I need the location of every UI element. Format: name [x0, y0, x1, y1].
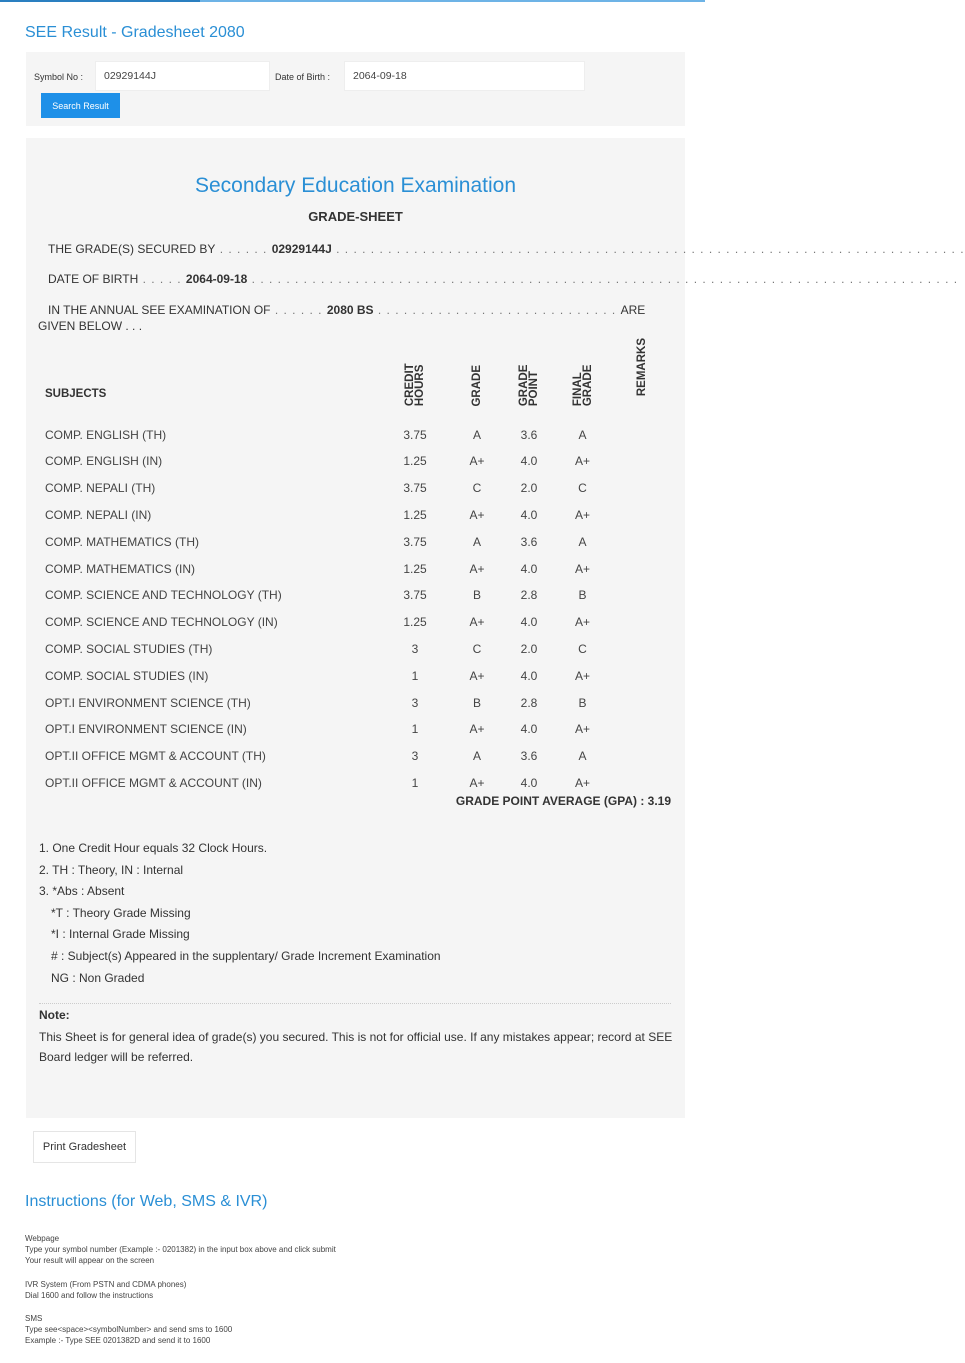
cell-grade-point: 3.6 [520, 534, 538, 549]
cell-final-grade: C [578, 481, 587, 496]
cell-grade-point: 2.8 [520, 588, 538, 603]
cell-grade-point: 4.0 [520, 775, 538, 790]
instructions-heading: Instructions (for Web, SMS & IVR) [25, 1193, 268, 1210]
cell-remarks [610, 475, 674, 502]
cell-credit-hours: 3 [411, 641, 419, 656]
cell-subject: COMP. NEPALI (TH) [45, 481, 156, 496]
col-final-grade-label: FINAL GRADE [571, 364, 594, 407]
below-label: BELOW . . . [78, 319, 143, 333]
cell-grade-point: 2.0 [520, 481, 538, 496]
cell-grade-point: 4.0 [520, 507, 538, 522]
cell-remarks [610, 448, 674, 475]
cell-grade: A+ [469, 775, 485, 790]
cell-subject: COMP. NEPALI (IN) [45, 507, 152, 522]
cell-final-grade: B [578, 695, 587, 710]
instructions-ivr [25, 1279, 186, 1301]
cell-grade: A+ [469, 615, 485, 630]
note-item: *T : Theory Grade Missing [51, 905, 191, 920]
table-row [34, 770, 674, 797]
cell-remarks [610, 421, 674, 448]
instr-line: IVR System (From PSTN and CDMA phones) [25, 1280, 187, 1289]
cell-grade: B [472, 588, 481, 603]
note-heading: Note: [39, 1008, 70, 1022]
cell-remarks [610, 582, 674, 609]
grades-table [34, 338, 674, 796]
cell-grade-point: 4.0 [520, 454, 538, 469]
cell-subject: COMP. MATHEMATICS (TH) [45, 534, 199, 549]
cell-final-grade: A+ [574, 775, 590, 790]
dob-input[interactable]: 2064-09-18 [344, 61, 585, 91]
symbol-label: Symbol No : [34, 72, 84, 82]
dob-line: DATE OF BIRTH . . . . . 2064-09-18 . . . . . . . . . . . . . . . . . . . . . . . . . . . . . . . . . . . . . . . . . . . . . . . . . . . . . . . . . . . . . . . . . . . . . . . . . . . . . . . . . . [48, 272, 959, 286]
exam-line: IN THE ANNUAL SEE EXAMINATION OF . . . . . . 2080 BS . . . . . . . . . . . . . . . . . . . . . . . . . . . . ARE GIVEN BELOW . . . [38, 303, 646, 333]
table-row [34, 609, 674, 636]
cell-remarks [610, 770, 674, 797]
cell-remarks [610, 662, 674, 689]
cell-subject: COMP. ENGLISH (TH) [45, 427, 167, 442]
cell-remarks [610, 528, 674, 555]
note-item: *I : Internal Grade Missing [51, 927, 190, 942]
cell-grade: C [472, 641, 482, 656]
dob-label: Date of Birth : [275, 72, 331, 82]
cell-final-grade: A [578, 749, 587, 764]
instr-line: Dial 1600 and follow the instructions [25, 1291, 154, 1300]
cell-final-grade: A+ [574, 561, 590, 576]
col-credit-hours-label: CREDIT HOURS [404, 363, 426, 407]
cell-grade: A+ [469, 454, 485, 469]
exam-value: 2080 BS [326, 303, 374, 317]
table-row [34, 448, 674, 475]
cell-final-grade: B [578, 588, 587, 603]
table-row [34, 662, 674, 689]
cell-grade: A [472, 427, 481, 442]
note-text: This Sheet is for general idea of grade(s) you secured. This is not for official use. If any mistakes appear; record at SEE Board ledger will be referred. [39, 1030, 673, 1064]
cell-grade: A+ [469, 668, 485, 683]
cell-credit-hours: 1 [411, 668, 419, 683]
cell-credit-hours: 1.25 [403, 454, 427, 469]
cell-remarks [610, 716, 674, 743]
cell-credit-hours: 1 [411, 775, 419, 790]
cell-grade: A [472, 749, 481, 764]
cell-remarks [610, 743, 674, 770]
table-row [34, 743, 674, 770]
instr-line: Type see<space><symbolNumber> and send sms to 1600 [25, 1325, 233, 1334]
exam-heading: Secondary Education Examination [194, 174, 517, 197]
table-row [34, 636, 674, 663]
cell-grade-point: 4.0 [520, 722, 538, 737]
secured-by-label: THE GRADE(S) SECURED BY [48, 242, 216, 256]
note-item: 2. TH : Theory, IN : Internal [39, 862, 184, 877]
gradesheet-heading: GRADE-SHEET [308, 209, 403, 224]
cell-remarks [610, 502, 674, 529]
instr-line: Type your symbol number (Example :- 0201382) in the input box above and click submit [25, 1245, 336, 1254]
cell-subject: COMP. SCIENCE AND TECHNOLOGY (IN) [45, 615, 278, 630]
table-row [34, 528, 674, 555]
print-gradesheet-button[interactable]: Print Gradesheet [33, 1131, 136, 1163]
col-final-grade [555, 338, 610, 421]
page-title: SEE Result - Gradesheet 2080 [25, 24, 245, 41]
cell-final-grade: C [578, 641, 587, 656]
col-remarks-label: REMARKS [636, 338, 648, 397]
cell-subject: OPT.II OFFICE MGMT & ACCOUNT (TH) [45, 749, 266, 764]
cell-grade: C [472, 481, 482, 496]
cell-remarks [610, 689, 674, 716]
dob-line-value: 2064-09-18 [185, 272, 248, 286]
table-row [34, 689, 674, 716]
cell-final-grade: A+ [574, 615, 590, 630]
secured-by-line: THE GRADE(S) SECURED BY . . . . . . 02929144J . . . . . . . . . . . . . . . . . . . . . . . . . . . . . . . . . . . . . . . . . . . . . . . . . . . . . . . . . . . . . . . . . . . . . . . . . [48, 242, 965, 256]
cell-credit-hours: 3.75 [403, 427, 427, 442]
cell-grade-point: 3.6 [520, 749, 538, 764]
col-grade [451, 338, 503, 421]
instr-line: Webpage [25, 1234, 60, 1243]
col-grade-point [503, 338, 555, 421]
cell-grade-point: 3.6 [520, 427, 538, 442]
search-form [26, 52, 685, 126]
cell-final-grade: A [578, 534, 587, 549]
note-item: # : Subject(s) Appeared in the supplentary/ Grade Increment Examination [51, 948, 441, 963]
cell-remarks [610, 636, 674, 663]
cell-final-grade: A [578, 427, 587, 442]
dob-line-label: DATE OF BIRTH [48, 272, 139, 286]
cell-grade-point: 4.0 [520, 615, 538, 630]
cell-grade-point: 4.0 [520, 561, 538, 576]
cell-grade-point: 2.8 [520, 695, 538, 710]
table-row [34, 475, 674, 502]
cell-credit-hours: 3 [411, 749, 419, 764]
secured-by-value: 02929144J [271, 242, 332, 256]
symbol-input[interactable]: 02929144J [95, 61, 270, 91]
cell-remarks [610, 609, 674, 636]
instr-line: Your result will appear on the screen [25, 1256, 155, 1265]
cell-grade-point: 2.0 [520, 641, 538, 656]
instr-line: Example :- Type SEE 0201382D and send it to 1600 [25, 1336, 211, 1345]
cell-grade-point: 4.0 [520, 668, 538, 683]
cell-final-grade: A+ [574, 454, 590, 469]
cell-final-grade: A+ [574, 507, 590, 522]
table-row [34, 502, 674, 529]
cell-final-grade: A+ [574, 668, 590, 683]
cell-subject: COMP. SOCIAL STUDIES (TH) [45, 641, 213, 656]
divider [39, 1003, 671, 1004]
col-grade-label: GRADE [471, 364, 483, 407]
cell-remarks [610, 555, 674, 582]
col-credit-hours [379, 338, 451, 421]
cell-credit-hours: 3.75 [403, 534, 427, 549]
cell-subject: COMP. ENGLISH (IN) [45, 454, 163, 469]
cell-credit-hours: 1 [411, 722, 419, 737]
cell-final-grade: A+ [574, 722, 590, 737]
search-result-button[interactable]: Search Result [41, 93, 120, 118]
instr-line: SMS [25, 1314, 43, 1323]
table-row [34, 716, 674, 743]
cell-grade: B [472, 695, 481, 710]
col-subjects: SUBJECTS [45, 387, 107, 400]
table-row [34, 421, 674, 448]
instructions-sms [25, 1313, 232, 1346]
top-accent-bar [0, 0, 705, 2]
cell-credit-hours: 1.25 [403, 507, 427, 522]
cell-credit-hours: 1.25 [403, 561, 427, 576]
gpa-value: GRADE POINT AVERAGE (GPA) : 3.19 [455, 794, 671, 808]
note-item: NG : Non Graded [51, 970, 145, 985]
note-item: 3. *Abs : Absent [39, 884, 125, 899]
table-row [34, 582, 674, 609]
table-header-row [34, 338, 674, 421]
exam-label: IN THE ANNUAL SEE EXAMINATION OF [48, 303, 271, 317]
instructions-web [25, 1233, 336, 1266]
cell-credit-hours: 3 [411, 695, 419, 710]
cell-credit-hours: 3.75 [403, 481, 427, 496]
cell-subject: COMP. MATHEMATICS (IN) [45, 561, 195, 576]
note-item: 1. One Credit Hour equals 32 Clock Hours. [39, 841, 268, 855]
cell-credit-hours: 3.75 [403, 588, 427, 603]
legend-notes [39, 838, 441, 989]
cell-subject: OPT.II OFFICE MGMT & ACCOUNT (IN) [45, 775, 262, 790]
given-label: ARE GIVEN [38, 303, 646, 333]
cell-subject: OPT.I ENVIRONMENT SCIENCE (TH) [45, 695, 251, 710]
cell-subject: OPT.I ENVIRONMENT SCIENCE (IN) [45, 722, 247, 737]
cell-grade: A+ [469, 722, 485, 737]
cell-subject: COMP. SOCIAL STUDIES (IN) [45, 668, 209, 683]
table-row [34, 555, 674, 582]
cell-grade: A+ [469, 561, 485, 576]
cell-grade: A [472, 534, 481, 549]
col-remarks [610, 338, 674, 421]
gradesheet-panel [26, 138, 965, 1118]
cell-grade: A+ [469, 507, 485, 522]
col-grade-point-label: GRADE POINT [518, 364, 540, 407]
cell-subject: COMP. SCIENCE AND TECHNOLOGY (TH) [45, 588, 282, 603]
cell-credit-hours: 1.25 [403, 615, 427, 630]
